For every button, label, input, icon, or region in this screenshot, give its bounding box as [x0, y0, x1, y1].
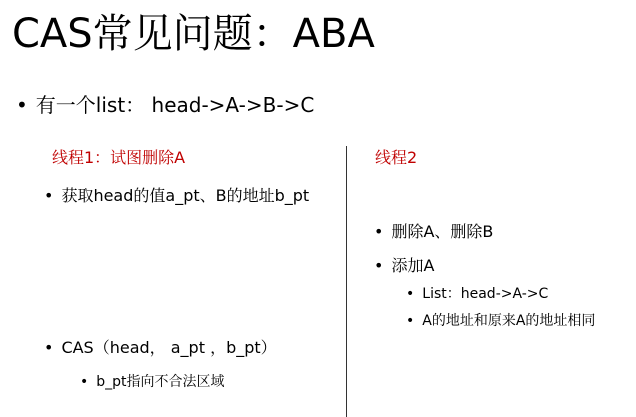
thread1-item-1-text: 获取head的值a_pt、B的地址b_pt	[61, 186, 310, 205]
thread1-item-2	[44, 337, 277, 359]
thread2-sub-item-1-text: List：head->A->C	[422, 286, 549, 302]
bullet-icon: •	[406, 286, 415, 302]
column-divider	[346, 146, 347, 417]
thread2-item-2-text: 添加A	[391, 256, 435, 275]
thread2-item-2	[374, 255, 434, 277]
thread1-sub-item	[80, 372, 225, 392]
thread2-sub-item-1	[406, 284, 548, 304]
thread1-item-1	[44, 185, 309, 207]
bullet-icon: •	[406, 313, 415, 329]
thread2-sub-item-2-text: A的地址和原来A的地址相同	[422, 313, 596, 329]
thread1-sub-item-text: b_pt指向不合法区域	[96, 374, 225, 390]
top-item-text: 有一个list： head->A->B->C	[35, 93, 315, 117]
thread2-header: 线程2	[375, 148, 418, 167]
thread1-header: 线程1：试图删除A	[52, 148, 186, 167]
thread1-item-2-text: CAS（head， a_pt ，b_pt）	[61, 338, 277, 357]
thread2-item-1-text: 删除A、删除B	[391, 222, 494, 241]
thread2-item-1	[374, 221, 493, 243]
bullet-icon: •	[374, 256, 384, 275]
bullet-icon: •	[44, 186, 54, 205]
thread2-sub-item-2	[406, 311, 595, 331]
bullet-icon: •	[16, 93, 28, 117]
top-bullet-item	[16, 92, 314, 118]
slide-title: CAS常见问题：ABA	[12, 11, 375, 57]
bullet-icon: •	[374, 222, 384, 241]
bullet-icon: •	[80, 374, 89, 390]
bullet-icon: •	[44, 338, 54, 357]
